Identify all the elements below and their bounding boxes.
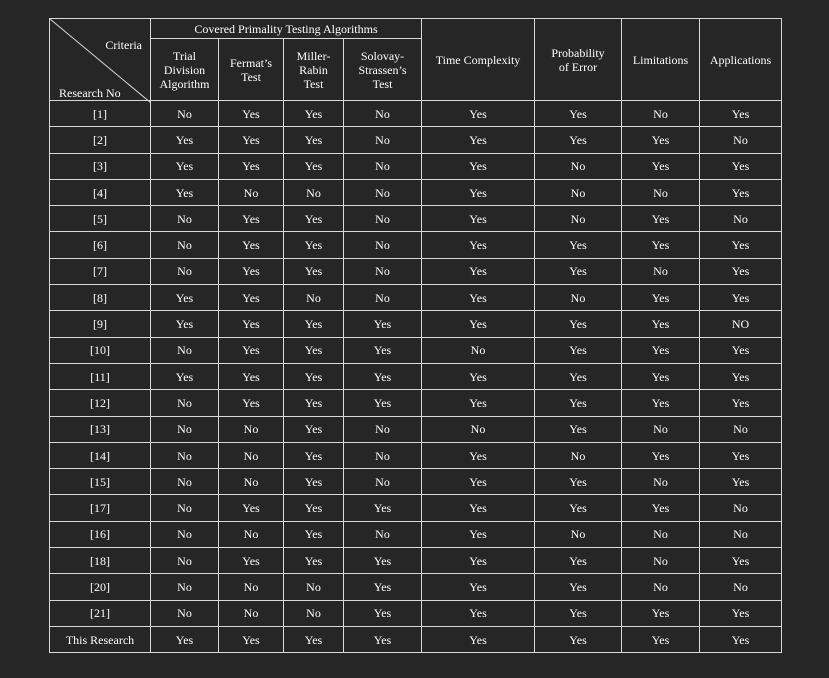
table-cell: Yes xyxy=(622,311,700,337)
table-cell: Yes xyxy=(422,153,535,179)
table-cell: Yes xyxy=(422,258,535,284)
table-cell: Yes xyxy=(284,101,344,127)
research-no-cell: [9] xyxy=(50,311,151,337)
table-cell: No xyxy=(344,101,422,127)
table-cell: No xyxy=(344,127,422,153)
table-cell: Yes xyxy=(700,285,782,311)
table-cell: Yes xyxy=(422,548,535,574)
table-cell: Yes xyxy=(700,548,782,574)
table-cell: Yes xyxy=(284,469,344,495)
table-cell: No xyxy=(344,258,422,284)
table-cell: No xyxy=(622,416,700,442)
comparison-table xyxy=(49,18,782,653)
table-cell: Yes xyxy=(284,311,344,337)
table-cell: No xyxy=(151,416,219,442)
table-cell: Yes xyxy=(622,442,700,468)
table-cell: No xyxy=(535,521,622,547)
table-cell: Yes xyxy=(622,390,700,416)
table-row xyxy=(50,363,782,389)
table-cell: Yes xyxy=(700,390,782,416)
table-cell: No xyxy=(700,416,782,442)
table-cell: No xyxy=(422,416,535,442)
criteria-header xyxy=(535,19,622,101)
table-row xyxy=(50,285,782,311)
table-cell: No xyxy=(622,548,700,574)
table-cell: No xyxy=(151,495,219,521)
research-no-cell: [20] xyxy=(50,574,151,600)
table-cell: Yes xyxy=(700,337,782,363)
table-row xyxy=(50,600,782,626)
table-cell: Yes xyxy=(622,153,700,179)
table-cell: No xyxy=(344,469,422,495)
table-cell: Yes xyxy=(219,626,284,652)
research-no-cell: [4] xyxy=(50,179,151,205)
table-cell: No xyxy=(700,521,782,547)
header-line: of Error xyxy=(558,59,598,74)
table-cell: Yes xyxy=(284,495,344,521)
research-no-cell: [11] xyxy=(50,363,151,389)
table-cell: No xyxy=(219,600,284,626)
table-cell: No xyxy=(344,416,422,442)
table-cell: Yes xyxy=(219,285,284,311)
research-no-cell: [13] xyxy=(50,416,151,442)
table-cell: Yes xyxy=(422,390,535,416)
table-cell: No xyxy=(151,337,219,363)
header-line: Algorithm xyxy=(159,76,210,91)
table-row xyxy=(50,390,782,416)
header-line: Fermat’s xyxy=(230,55,272,70)
table-row xyxy=(50,548,782,574)
table-cell: Yes xyxy=(284,127,344,153)
criteria-label: Criteria xyxy=(105,38,142,52)
table-cell: Yes xyxy=(700,179,782,205)
header-line: Limitations xyxy=(632,52,689,67)
table-cell: No xyxy=(151,442,219,468)
table-row xyxy=(50,153,782,179)
table-row xyxy=(50,442,782,468)
table-cell: No xyxy=(151,390,219,416)
research-no-cell: [6] xyxy=(50,232,151,258)
table-cell: Yes xyxy=(344,311,422,337)
table-cell: No xyxy=(622,521,700,547)
table-cell: Yes xyxy=(284,548,344,574)
table-cell: Yes xyxy=(422,101,535,127)
table-row xyxy=(50,127,782,153)
table-row xyxy=(50,101,782,127)
table-cell: No xyxy=(700,127,782,153)
table-cell: Yes xyxy=(219,495,284,521)
table-cell: Yes xyxy=(422,521,535,547)
table-row xyxy=(50,626,782,652)
table-cell: Yes xyxy=(422,232,535,258)
research-no-cell: [2] xyxy=(50,127,151,153)
table-cell: Yes xyxy=(700,626,782,652)
table-cell: No xyxy=(284,285,344,311)
table-cell: Yes xyxy=(151,626,219,652)
table-row xyxy=(50,337,782,363)
table-cell: Yes xyxy=(622,495,700,521)
table-cell: No xyxy=(344,232,422,258)
table-cell: Yes xyxy=(284,390,344,416)
research-no-cell: [18] xyxy=(50,548,151,574)
table-cell: Yes xyxy=(284,442,344,468)
criteria-header xyxy=(700,19,782,101)
table-row xyxy=(50,469,782,495)
table-cell: Yes xyxy=(422,206,535,232)
table-cell: No xyxy=(700,206,782,232)
research-no-cell: [5] xyxy=(50,206,151,232)
table-cell: No xyxy=(622,258,700,284)
table-cell: Yes xyxy=(284,258,344,284)
table-cell: No xyxy=(344,206,422,232)
research-no-cell: [16] xyxy=(50,521,151,547)
table-cell: No xyxy=(284,179,344,205)
table-cell: Yes xyxy=(422,574,535,600)
table-cell: Yes xyxy=(151,311,219,337)
table-cell: Yes xyxy=(219,206,284,232)
table-cell: No xyxy=(344,521,422,547)
table-cell: No xyxy=(219,416,284,442)
table-row xyxy=(50,258,782,284)
header-line: Applications xyxy=(709,52,772,67)
table-cell: Yes xyxy=(535,548,622,574)
table-cell: Yes xyxy=(700,442,782,468)
algorithm-header xyxy=(284,39,344,101)
table-cell: No xyxy=(284,600,344,626)
table-cell: No xyxy=(535,179,622,205)
criteria-header xyxy=(422,19,535,101)
table-cell: Yes xyxy=(151,363,219,389)
table-cell: Yes xyxy=(219,363,284,389)
table-cell: No xyxy=(700,495,782,521)
table-cell: Yes xyxy=(622,206,700,232)
table-cell: No xyxy=(219,469,284,495)
table-cell: Yes xyxy=(622,600,700,626)
research-no-cell: [12] xyxy=(50,390,151,416)
table-cell: Yes xyxy=(219,390,284,416)
table-cell: No xyxy=(151,521,219,547)
table-cell: Yes xyxy=(622,127,700,153)
table-cell: Yes xyxy=(535,337,622,363)
table-cell: Yes xyxy=(700,469,782,495)
table-cell: No xyxy=(535,153,622,179)
research-no-cell: [1] xyxy=(50,101,151,127)
table-cell: Yes xyxy=(700,363,782,389)
corner-header-cell xyxy=(50,19,151,101)
table-cell: Yes xyxy=(284,416,344,442)
table-cell: Yes xyxy=(219,232,284,258)
table-cell: Yes xyxy=(622,626,700,652)
table-cell: Yes xyxy=(344,390,422,416)
table-cell: Yes xyxy=(284,521,344,547)
table-cell: No xyxy=(151,548,219,574)
table-cell: Yes xyxy=(344,363,422,389)
research-no-cell: [14] xyxy=(50,442,151,468)
table-cell: No xyxy=(344,442,422,468)
header-line: Test xyxy=(241,69,261,84)
table-cell: Yes xyxy=(535,469,622,495)
table-cell: No xyxy=(219,521,284,547)
table-cell: No xyxy=(151,232,219,258)
research-no-cell: [10] xyxy=(50,337,151,363)
table-cell: Yes xyxy=(219,337,284,363)
table-cell: Yes xyxy=(151,127,219,153)
header-line: Test xyxy=(372,76,393,91)
table-cell: Yes xyxy=(535,232,622,258)
table-cell: No xyxy=(151,206,219,232)
research-no-cell: This Research xyxy=(50,626,151,652)
table-cell: Yes xyxy=(422,495,535,521)
table-cell: No xyxy=(151,600,219,626)
table-cell: Yes xyxy=(344,337,422,363)
table-cell: No xyxy=(344,153,422,179)
header-line: Trial xyxy=(173,48,196,63)
table-cell: Yes xyxy=(344,600,422,626)
research-no-cell: [21] xyxy=(50,600,151,626)
table-body xyxy=(50,101,782,653)
header-line: Probability xyxy=(551,45,605,60)
header-line: Test xyxy=(303,76,324,91)
table-cell: Yes xyxy=(535,626,622,652)
table-cell: No xyxy=(151,469,219,495)
research-no-cell: [7] xyxy=(50,258,151,284)
table-cell: Yes xyxy=(700,101,782,127)
table-cell: Yes xyxy=(219,101,284,127)
table-row xyxy=(50,232,782,258)
table-cell: Yes xyxy=(422,442,535,468)
table-cell: No xyxy=(622,469,700,495)
table-cell: Yes xyxy=(422,127,535,153)
table-cell: Yes xyxy=(535,258,622,284)
algorithm-header xyxy=(151,39,219,101)
table-cell: Yes xyxy=(219,311,284,337)
table-row xyxy=(50,521,782,547)
table-cell: Yes xyxy=(284,363,344,389)
table-cell: Yes xyxy=(622,285,700,311)
table-row xyxy=(50,311,782,337)
algorithm-header xyxy=(344,39,422,101)
table-cell: NO xyxy=(700,311,782,337)
table-cell: Yes xyxy=(344,548,422,574)
table-cell: Yes xyxy=(151,285,219,311)
table-cell: No xyxy=(284,574,344,600)
table-cell: Yes xyxy=(151,179,219,205)
research-no-cell: [3] xyxy=(50,153,151,179)
table-cell: Yes xyxy=(535,311,622,337)
table-cell: Yes xyxy=(535,363,622,389)
table-cell: No xyxy=(344,179,422,205)
header-line: Miller- xyxy=(296,48,331,63)
research-no-cell: [15] xyxy=(50,469,151,495)
table-cell: Yes xyxy=(344,495,422,521)
header-line: Division xyxy=(163,62,206,77)
header-line: Solovay- xyxy=(360,48,405,63)
table-cell: Yes xyxy=(284,337,344,363)
table-cell: Yes xyxy=(151,153,219,179)
table-cell: Yes xyxy=(219,258,284,284)
table-row xyxy=(50,179,782,205)
table-cell: Yes xyxy=(535,416,622,442)
table-cell: Yes xyxy=(700,600,782,626)
table-cell: Yes xyxy=(700,232,782,258)
table-cell: No xyxy=(622,574,700,600)
table-cell: Yes xyxy=(622,337,700,363)
table-cell: No xyxy=(535,442,622,468)
table-row xyxy=(50,206,782,232)
table-cell: No xyxy=(219,574,284,600)
table-cell: No xyxy=(422,337,535,363)
table-row xyxy=(50,574,782,600)
table-cell: No xyxy=(535,285,622,311)
table-cell: Yes xyxy=(622,363,700,389)
table-cell: Yes xyxy=(535,600,622,626)
research-no-cell: [17] xyxy=(50,495,151,521)
table-cell: No xyxy=(622,179,700,205)
header-line: Rabin xyxy=(299,62,328,77)
criteria-header xyxy=(622,19,700,101)
table-cell: Yes xyxy=(622,232,700,258)
table-cell: Yes xyxy=(700,153,782,179)
table-cell: No xyxy=(151,574,219,600)
table-cell: Yes xyxy=(284,626,344,652)
table-cell: Yes xyxy=(344,574,422,600)
table-cell: No xyxy=(219,179,284,205)
table-cell: Yes xyxy=(422,363,535,389)
table-cell: Yes xyxy=(284,232,344,258)
table-cell: Yes xyxy=(535,101,622,127)
table-cell: Yes xyxy=(219,548,284,574)
table-cell: Yes xyxy=(535,574,622,600)
table-cell: No xyxy=(535,206,622,232)
table-row xyxy=(50,416,782,442)
research-no-label: Research No xyxy=(59,86,121,100)
header-line: Time Complexity xyxy=(435,52,521,67)
table-cell: Yes xyxy=(422,285,535,311)
table-cell: Yes xyxy=(422,626,535,652)
algorithm-header xyxy=(219,39,284,101)
table-cell: Yes xyxy=(700,258,782,284)
table-cell: No xyxy=(700,574,782,600)
table-cell: Yes xyxy=(422,600,535,626)
table-cell: No xyxy=(151,101,219,127)
table-cell: Yes xyxy=(422,179,535,205)
algorithms-group-header: Covered Primality Testing Algorithms xyxy=(151,19,422,39)
table-cell: No xyxy=(344,285,422,311)
table-cell: Yes xyxy=(422,469,535,495)
table-cell: Yes xyxy=(344,626,422,652)
table-cell: Yes xyxy=(535,390,622,416)
research-no-cell: [8] xyxy=(50,285,151,311)
table-cell: Yes xyxy=(219,153,284,179)
table-cell: No xyxy=(219,442,284,468)
table-cell: Yes xyxy=(535,127,622,153)
table-cell: Yes xyxy=(219,127,284,153)
table-cell: No xyxy=(622,101,700,127)
table-cell: Yes xyxy=(422,311,535,337)
table-cell: Yes xyxy=(535,495,622,521)
table-cell: Yes xyxy=(284,206,344,232)
header-line: Strassen’s xyxy=(358,62,407,77)
table-row xyxy=(50,495,782,521)
table-cell: No xyxy=(151,258,219,284)
table-cell: Yes xyxy=(284,153,344,179)
